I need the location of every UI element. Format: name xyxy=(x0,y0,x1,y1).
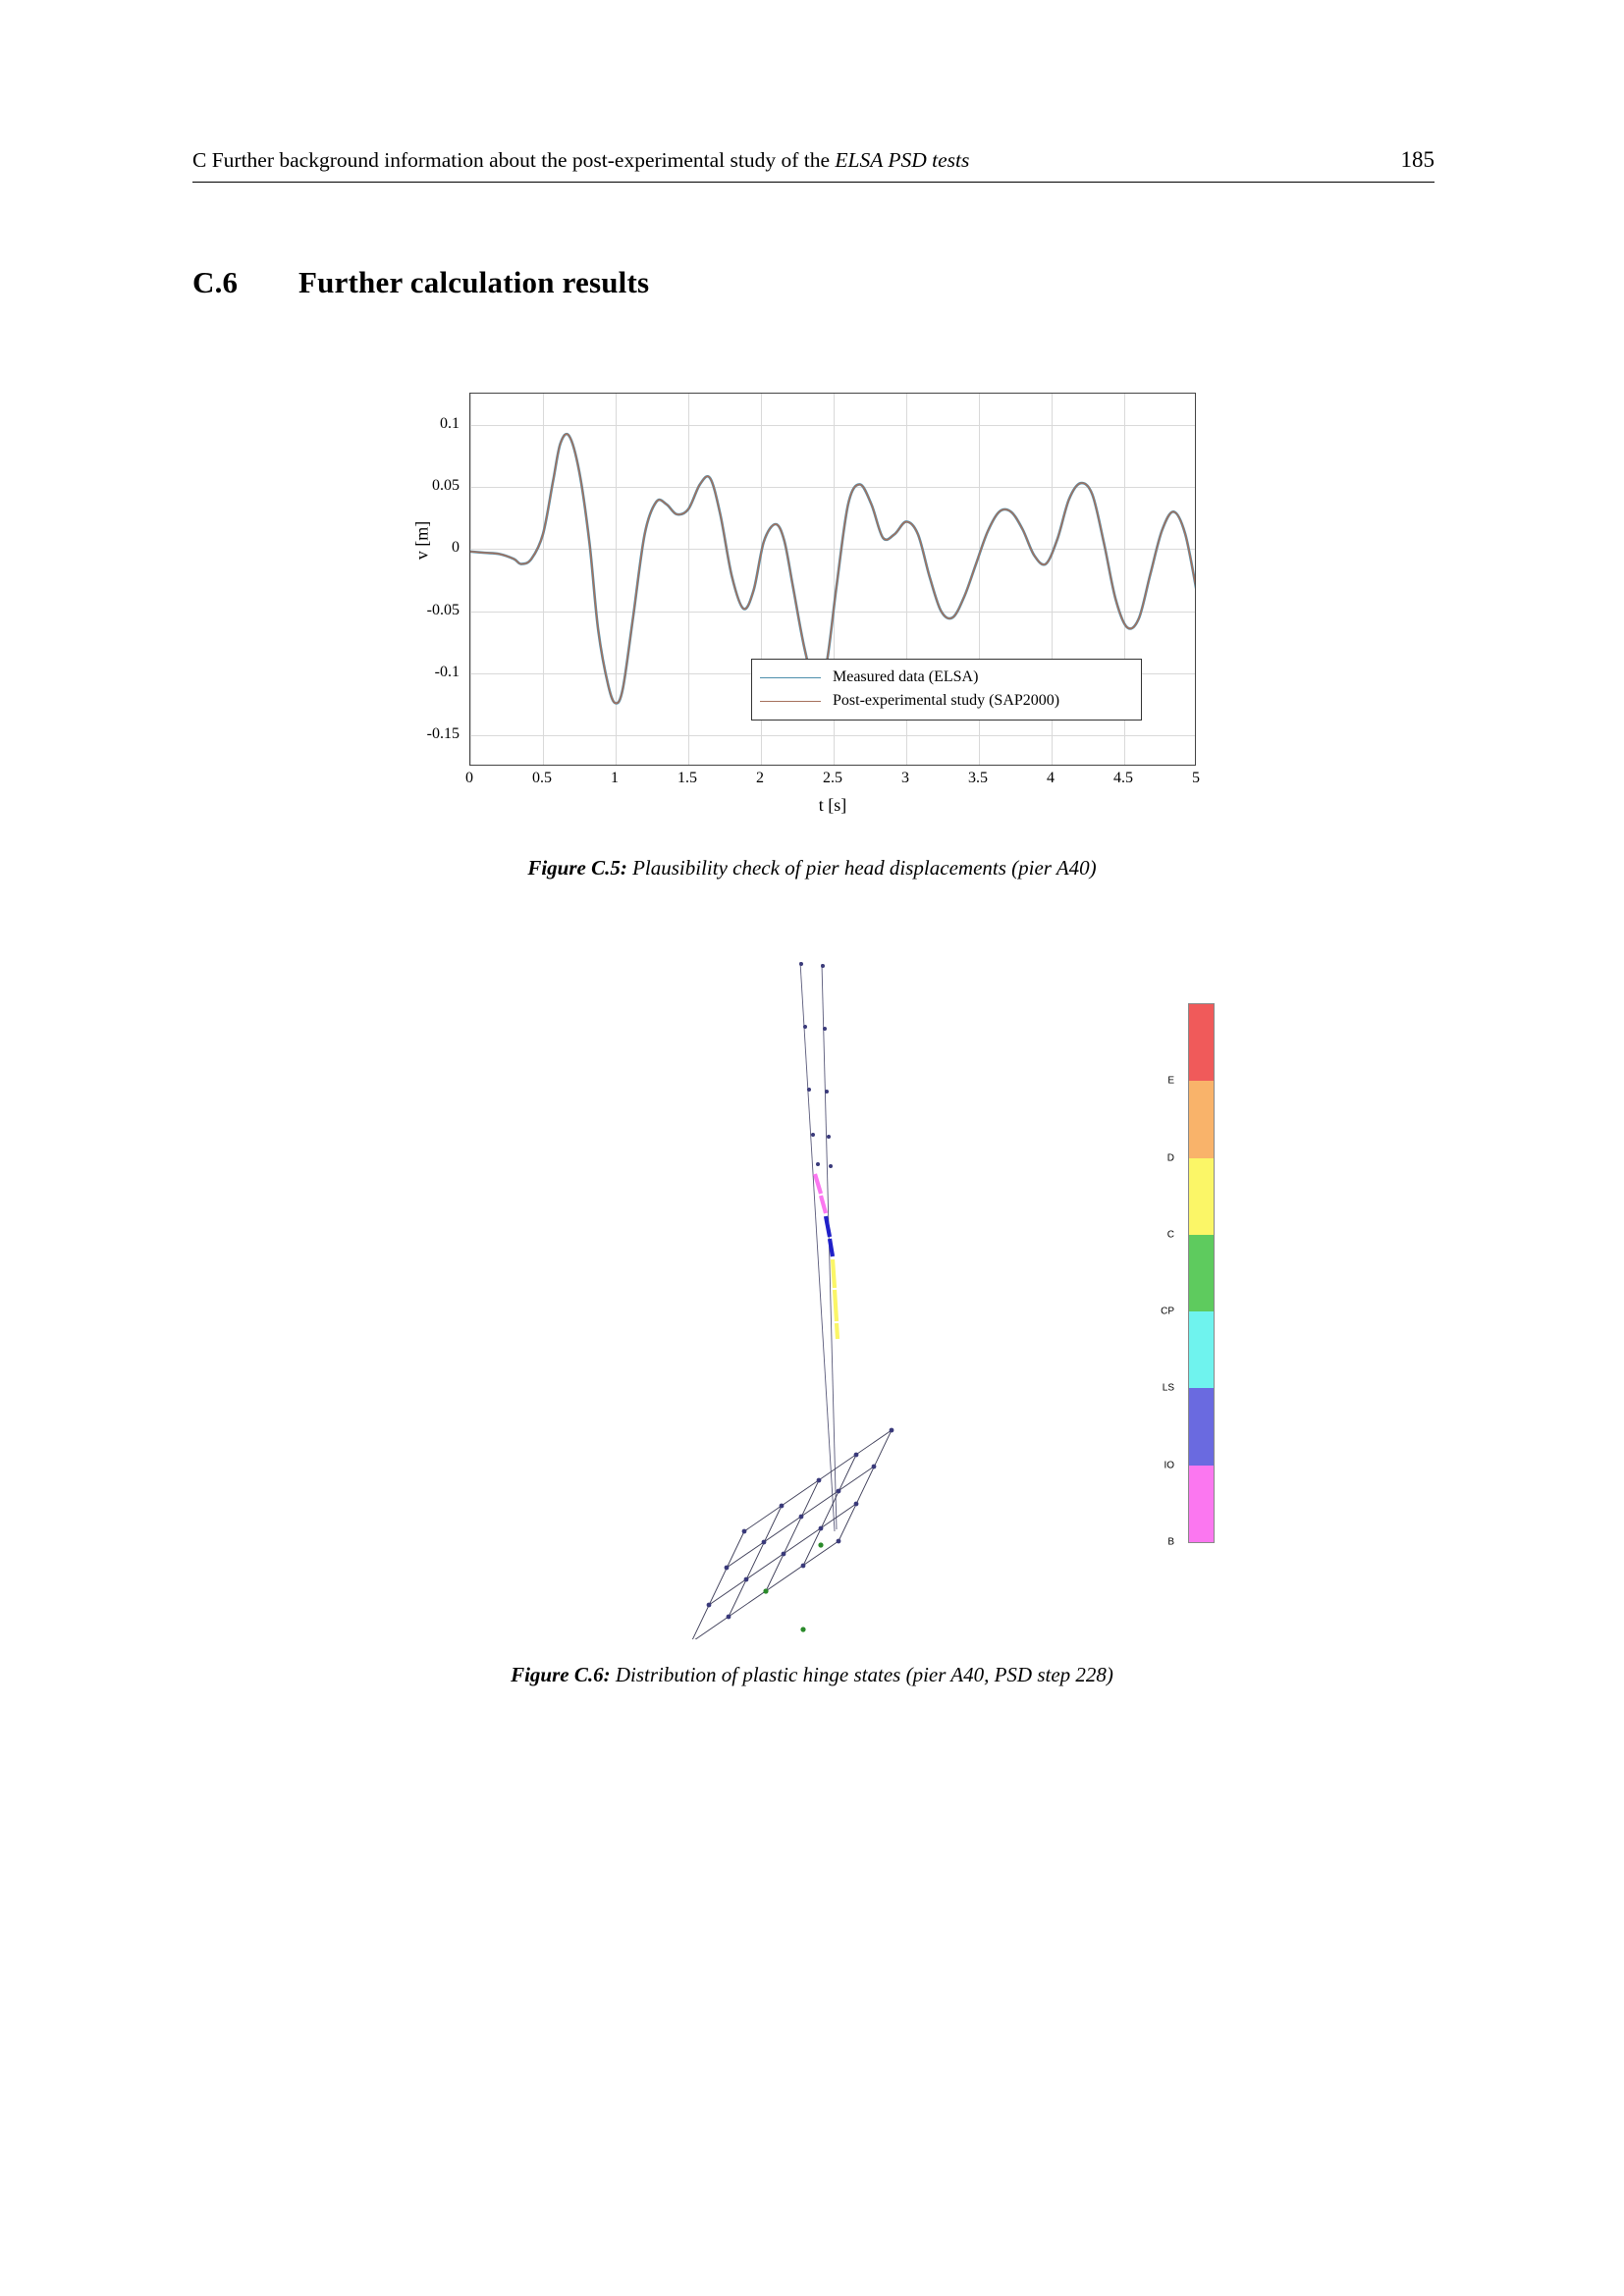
hinge-legend-segment xyxy=(1189,1081,1214,1157)
x-tick-label: 3.5 xyxy=(968,770,988,786)
hinge-legend-label: C xyxy=(1166,1229,1174,1241)
hinge-legend-segment xyxy=(1189,1311,1214,1388)
y-tick-label: -0.05 xyxy=(426,601,460,618)
x-tick-label: 0 xyxy=(465,770,473,786)
hinge-legend-segment xyxy=(1189,1466,1214,1542)
hinge-state-legend xyxy=(1161,1003,1215,1548)
hinge-legend-label: LS xyxy=(1162,1382,1174,1394)
y-tick-label: -0.15 xyxy=(426,725,460,743)
page-header xyxy=(192,147,1435,183)
y-tick-label: -0.1 xyxy=(434,664,460,680)
x-tick-label: 2 xyxy=(756,770,764,786)
hinge-legend-label: IO xyxy=(1164,1460,1174,1471)
section-heading xyxy=(192,265,649,300)
x-tick-label: 4.5 xyxy=(1113,770,1133,786)
hinge-legend-segment xyxy=(1189,1158,1214,1235)
figure-c5-caption-text: Plausibility check of pier head displacements (pier A40) xyxy=(632,856,1097,880)
chart-plot-area xyxy=(469,393,1196,766)
y-tick-label: 0.05 xyxy=(432,477,460,494)
chart-legend xyxy=(751,659,1142,721)
x-tick-label: 1.5 xyxy=(677,770,697,786)
figure-c6-caption-text: Distribution of plastic hinge states (pier A40, PSD step 228) xyxy=(615,1663,1113,1686)
hinge-legend-label: E xyxy=(1167,1075,1174,1087)
x-tick-label: 4 xyxy=(1047,770,1055,786)
running-head-italic: ELSA PSD tests xyxy=(835,148,970,172)
hinge-legend-label: CP xyxy=(1161,1306,1174,1317)
legend-item xyxy=(760,666,1133,689)
section-title-text: Further calculation results xyxy=(298,265,650,299)
figure-c6 xyxy=(628,942,1218,1639)
hinge-legend-segment xyxy=(1189,1235,1214,1311)
running-head-text xyxy=(192,148,969,173)
y-tick-label: 0 xyxy=(452,539,460,557)
legend-item xyxy=(760,689,1133,713)
x-tick-label: 2.5 xyxy=(823,770,842,786)
legend-item-label: Post-experimental study (SAP2000) xyxy=(833,692,1060,709)
x-tick-label: 3 xyxy=(901,770,909,786)
x-tick-label: 1 xyxy=(611,770,619,786)
figure-c5-caption xyxy=(0,856,1624,881)
legend-item-label: Measured data (ELSA) xyxy=(833,668,979,685)
hinge-legend-segment xyxy=(1189,1388,1214,1465)
figure-c5 xyxy=(393,373,1208,825)
legend-color-swatch xyxy=(760,677,821,678)
x-tick-label: 0.5 xyxy=(532,770,552,786)
hinge-legend-label: B xyxy=(1167,1536,1174,1548)
figure-c5-label: Figure C.5: xyxy=(527,856,627,880)
page-number: 185 xyxy=(1400,147,1435,172)
figure-c6-label: Figure C.6: xyxy=(511,1663,611,1686)
running-head-main: C Further background information about the post-experimental study of the xyxy=(192,148,836,172)
hinge-legend-segment xyxy=(1189,1004,1214,1081)
x-tick-label: 5 xyxy=(1192,770,1200,786)
hinge-legend-label: D xyxy=(1166,1152,1174,1164)
section-number: C.6 xyxy=(192,265,239,299)
figure-c6-caption xyxy=(0,1663,1624,1687)
legend-color-swatch xyxy=(760,701,821,702)
x-axis-label: t [s] xyxy=(818,795,847,815)
y-tick-label: 0.1 xyxy=(440,414,460,432)
y-axis-label: v [m] xyxy=(411,520,432,561)
sap2000-model-view xyxy=(628,942,1218,1639)
